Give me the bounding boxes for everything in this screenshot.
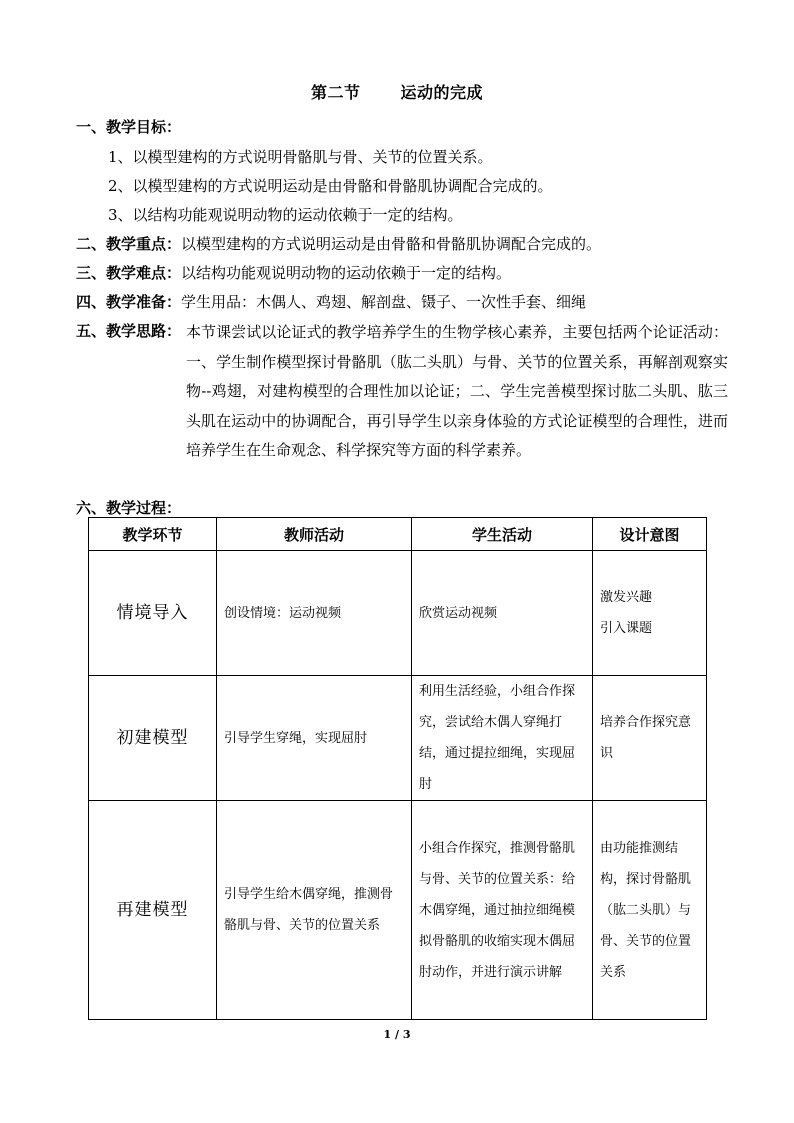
stage-cell: 情境导入 [89, 551, 217, 676]
section-key-points [76, 233, 601, 254]
teaching-process-table [88, 517, 707, 1020]
header-stage: 教学环节 [89, 518, 217, 551]
key-points-content: 以模型建构的方式说明运动是由骨骼和骨骼肌协调配合完成的。 [181, 235, 602, 253]
teaching-idea-content: 本节课尝试以论证式的教学培养学生的生物学核心素养，主要包括两个论证活动：一、学生制作模型探讨骨骼肌（肱二头肌）与骨、关节的位置关系，再解剖观察实物--鸡翅，对建构模型的合理性加以论证；二、学生完善模型探讨肱二头肌、肱三头肌在运动中的协调配合，再引导学生以亲身体验的方式论证模型的合理性，进而培养学生在生命观念、科学探究等方面的科学素养。 [186, 323, 728, 460]
title-section-name: 运动的完成 [400, 83, 484, 102]
student-activity-cell: 利用生活经验，小组合作探究，尝试给木偶人穿绳打结，通过提拉细绳，实现屈肘 [412, 676, 593, 801]
teacher-activity-cell: 引导学生给木偶穿绳，推测骨骼肌与骨、关节的位置关系 [217, 801, 412, 1020]
section-preparation [76, 291, 586, 312]
key-points-heading: 二、教学重点： [76, 235, 182, 253]
page-number: 1 / 3 [383, 1028, 411, 1041]
section-difficulties [76, 262, 511, 283]
page-title [0, 80, 794, 103]
objective-item-1: 1、以模型建构的方式说明骨骼肌与骨、关节的位置关系。 [108, 148, 493, 166]
stage-cell: 再建模型 [89, 801, 217, 1020]
teacher-activity-cell: 创设情境：运动视频 [217, 551, 412, 676]
preparation-content: 学生用品：木偶人、鸡翅、解剖盘、镊子、一次性手套、细绳 [181, 293, 587, 311]
student-activity-cell: 小组合作探究，推测骨骼肌与骨、关节的位置关系：给木偶穿绳，通过抽拉细绳模拟骨骼肌的收缩实现木偶屈肘动作，并进行演示讲解 [412, 801, 593, 1020]
student-activity-cell: 欣赏运动视频 [412, 551, 593, 676]
table-header-row [89, 518, 707, 551]
header-teacher-activity: 教师活动 [217, 518, 412, 551]
table-row [89, 801, 707, 1020]
section-process-heading: 六、教学过程： [76, 499, 182, 517]
design-intent-line: 激发兴趣 [600, 590, 653, 605]
objective-item-2: 2、以模型建构的方式说明运动是由骨骼和骨骼肌协调配合完成的。 [108, 177, 553, 195]
difficulties-content: 以结构功能观说明动物的运动依赖于一定的结构。 [181, 264, 512, 282]
design-intent-cell: 培养合作探究意识 [593, 676, 707, 801]
difficulties-heading: 三、教学难点： [76, 264, 182, 282]
teaching-idea-heading: 五、教学思路： [76, 322, 182, 340]
teacher-activity-cell: 引导学生穿绳，实现屈肘 [217, 676, 412, 801]
section-objectives-heading: 一、教学目标： [76, 118, 182, 136]
header-student-activity: 学生活动 [412, 518, 593, 551]
stage-cell: 初建模型 [89, 676, 217, 801]
design-intent-line: 引入课题 [600, 621, 653, 636]
preparation-heading: 四、教学准备： [76, 293, 182, 311]
header-design-intent: 设计意图 [593, 518, 707, 551]
design-intent-cell [593, 551, 707, 676]
design-intent-cell: 由功能推测结构，探讨骨骼肌（肱二头肌）与骨、关节的位置关系 [593, 801, 707, 1020]
title-section-number: 第二节 [310, 83, 361, 102]
table-row [89, 551, 707, 676]
table-row [89, 676, 707, 801]
objective-item-3: 3、以结构功能观说明动物的运动依赖于一定的结构。 [108, 206, 463, 224]
